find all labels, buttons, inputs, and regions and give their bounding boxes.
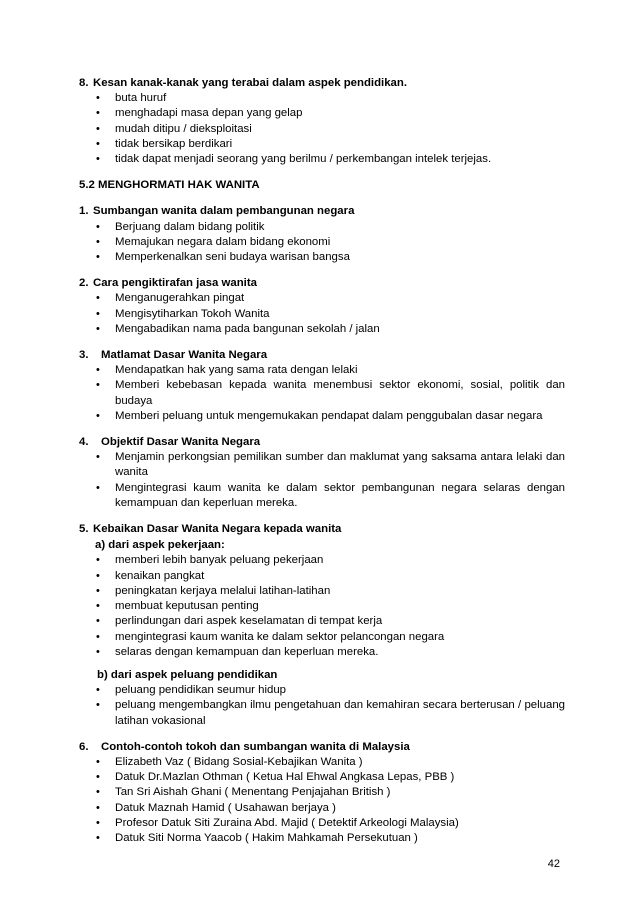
bullet-icon: •: [96, 451, 100, 464]
list-item-text: perlindungan dari aspek keselamatan di tempat kerja: [115, 615, 383, 628]
list-item-text: kenaikan pangkat: [115, 569, 205, 582]
section-title: Matlamat Dasar Wanita Negara: [101, 349, 268, 362]
list-item-text: Memberi peluang untuk mengemukakan pendapat dalam penggubalan dasar negara: [115, 409, 543, 422]
bullet-list: [79, 291, 565, 337]
list-item-text: Profesor Datuk Siti Zuraina Abd. Majid ( Detektif Arkeologi Malaysia): [115, 816, 459, 829]
bullet-list: [79, 220, 565, 266]
section-2-heading: [79, 276, 565, 291]
list-item-text: tidak dapat menjadi seorang yang berilmu / perkembangan intelek terjejas.: [115, 153, 492, 166]
list-item-text: Datuk Siti Norma Yaacob ( Hakim Mahkamah Persekutuan ): [115, 831, 418, 844]
bullet-icon: •: [96, 292, 100, 305]
list-item: [79, 755, 565, 770]
bullet-icon: •: [96, 755, 100, 768]
list-item: [79, 91, 565, 106]
list-item-text: Mengabadikan nama pada bangunan sekolah / jalan: [115, 322, 380, 335]
list-item-text: Tan Sri Aishah Ghani ( Menentang Penjajahan British ): [115, 786, 391, 799]
list-item-text: tidak bersikap berdikari: [115, 137, 233, 150]
section-3-heading: [79, 348, 565, 363]
bullet-icon: •: [96, 322, 100, 335]
list-item-text: Mengisytiharkan Tokoh Wanita: [115, 307, 270, 320]
section-title: Kebaikan Dasar Wanita Negara kepada wanita: [93, 523, 342, 536]
list-item: [79, 235, 565, 250]
bullet-list: [79, 683, 565, 729]
bullet-icon: •: [96, 600, 100, 613]
bullet-icon: •: [96, 801, 100, 814]
list-item: [79, 291, 565, 306]
section-5-2: [79, 178, 565, 193]
list-item-text: peluang mengembangkan ilmu pengetahuan dan kemahiran secara berterusan / peluang latihan vokasional: [115, 699, 565, 727]
section-8-heading: [79, 76, 565, 91]
bullet-icon: •: [96, 481, 100, 494]
list-item: [79, 307, 565, 322]
list-item-text: memberi lebih banyak peluang pekerjaan: [115, 554, 324, 567]
bullet-list: [79, 91, 565, 167]
list-item: [79, 363, 565, 378]
list-item: [79, 785, 565, 800]
section-5-heading: [79, 522, 565, 537]
section-number: 2.: [79, 277, 89, 290]
bullet-icon: •: [96, 122, 100, 135]
list-item-text: membuat keputusan penting: [115, 600, 259, 613]
list-item: [79, 553, 565, 568]
list-item-text: Memajukan negara dalam bidang ekonomi: [115, 235, 331, 248]
section-title: Cara pengiktirafan jasa wanita: [93, 277, 257, 290]
list-item: [79, 137, 565, 152]
section-2: [79, 276, 565, 337]
chapter-heading: 5.2 MENGHORMATI HAK WANITA: [79, 179, 260, 192]
list-item: [79, 106, 565, 121]
section-5: [79, 522, 565, 729]
section-3: [79, 348, 565, 424]
bullet-icon: •: [96, 831, 100, 844]
bullet-icon: •: [96, 684, 100, 697]
bullet-icon: •: [96, 153, 100, 166]
list-item: [79, 450, 565, 480]
list-item-text: Berjuang dalam bidang politik: [115, 220, 265, 233]
section-number: 1.: [79, 205, 89, 218]
bullet-icon: •: [96, 771, 100, 784]
section-6-heading: [79, 740, 565, 755]
list-item: [79, 770, 565, 785]
section-number: 6.: [79, 740, 89, 753]
section-title: Contoh-contoh tokoh dan sumbangan wanita di Malaysia: [101, 740, 410, 753]
bullet-list: [79, 755, 565, 846]
list-item-text: Menganugerahkan pingat: [115, 292, 245, 305]
bullet-icon: •: [96, 137, 100, 150]
list-item: [79, 801, 565, 816]
bullet-list: [79, 450, 565, 511]
bullet-icon: •: [96, 364, 100, 377]
bullet-list: [79, 553, 565, 659]
bullet-icon: •: [96, 307, 100, 320]
list-item: [79, 322, 565, 337]
bullet-icon: •: [96, 699, 100, 712]
list-item: [79, 645, 565, 660]
list-item: [79, 569, 565, 584]
section-title: Sumbangan wanita dalam pembangunan negara: [93, 205, 355, 218]
section-1: [79, 204, 565, 265]
list-item-text: Elizabeth Vaz ( Bidang Sosial-Kebajikan Wanita ): [115, 755, 363, 768]
bullet-icon: •: [96, 584, 100, 597]
section-title: Kesan kanak-kanak yang terabai dalam aspek pendidikan.: [93, 77, 408, 89]
section-number: 3.: [79, 349, 89, 362]
bullet-icon: •: [96, 554, 100, 567]
list-item-text: buta huruf: [115, 92, 167, 105]
document-page: [79, 76, 565, 857]
section-1-heading: [79, 204, 565, 219]
subsection-a-heading: a) dari aspek pekerjaan:: [95, 539, 225, 552]
subsection-b-heading: b) dari aspek peluang pendidikan: [97, 668, 278, 681]
bullet-icon: •: [96, 251, 100, 264]
list-item: [79, 250, 565, 265]
list-item-text: menghadapi masa depan yang gelap: [115, 107, 303, 120]
section-number: 5.: [79, 523, 89, 536]
list-item-text: Datuk Maznah Hamid ( Usahawan berjaya ): [115, 801, 336, 814]
section-number: 8.: [79, 77, 89, 89]
bullet-icon: •: [96, 92, 100, 105]
list-item: [79, 378, 565, 408]
section-6: [79, 740, 565, 846]
list-item: [79, 630, 565, 645]
list-item: [79, 409, 565, 424]
bullet-list: [79, 363, 565, 424]
list-item: [79, 584, 565, 599]
bullet-icon: •: [96, 107, 100, 120]
list-item-text: selaras dengan kemampuan dan keperluan mereka.: [115, 645, 379, 658]
page-number: 42: [547, 858, 560, 870]
list-item-text: Mendapatkan hak yang sama rata dengan lelaki: [115, 364, 358, 377]
bullet-icon: •: [96, 645, 100, 658]
bullet-icon: •: [96, 235, 100, 248]
section-4-heading: [79, 435, 565, 450]
bullet-icon: •: [96, 630, 100, 643]
bullet-icon: •: [96, 786, 100, 799]
list-item: [79, 698, 565, 728]
bullet-icon: •: [96, 409, 100, 422]
bullet-icon: •: [96, 615, 100, 628]
list-item-text: peningkatan kerjaya melalui latihan-latihan: [115, 584, 331, 597]
section-number: 4.: [79, 436, 89, 449]
list-item: [79, 683, 565, 698]
list-item-text: mengintegrasi kaum wanita ke dalam sektor pelancongan negara: [115, 630, 445, 643]
list-item: [79, 152, 565, 167]
list-item-text: Menjamin perkongsian pemilikan sumber dan maklumat yang saksama antara lelaki dan wanita: [115, 451, 565, 479]
bullet-icon: •: [96, 220, 100, 233]
list-item-text: peluang pendidikan seumur hidup: [115, 684, 286, 697]
list-item-text: Memberi kebebasan kepada wanita menembusi sektor ekonomi, sosial, politik dan budaya: [115, 379, 565, 407]
list-item: [79, 481, 565, 511]
bullet-icon: •: [96, 816, 100, 829]
list-item-text: Memperkenalkan seni budaya warisan bangsa: [115, 251, 350, 264]
bullet-icon: •: [96, 379, 100, 392]
bullet-icon: •: [96, 569, 100, 582]
section-title: Objektif Dasar Wanita Negara: [101, 436, 261, 449]
list-item: [79, 816, 565, 831]
list-item-text: Datuk Dr.Mazlan Othman ( Ketua Hal Ehwal Angkasa Lepas, PBB ): [115, 771, 455, 784]
section-8: [79, 76, 565, 167]
section-4: [79, 435, 565, 511]
list-item: [79, 220, 565, 235]
list-item: [79, 614, 565, 629]
list-item-text: Mengintegrasi kaum wanita ke dalam sektor pembangunan negara selaras dengan kemampuan dan keperluan mereka.: [115, 481, 565, 509]
list-item: [79, 122, 565, 137]
list-item: [79, 831, 565, 846]
list-item-text: mudah ditipu / dieksploitasi: [115, 122, 252, 135]
list-item: [79, 599, 565, 614]
